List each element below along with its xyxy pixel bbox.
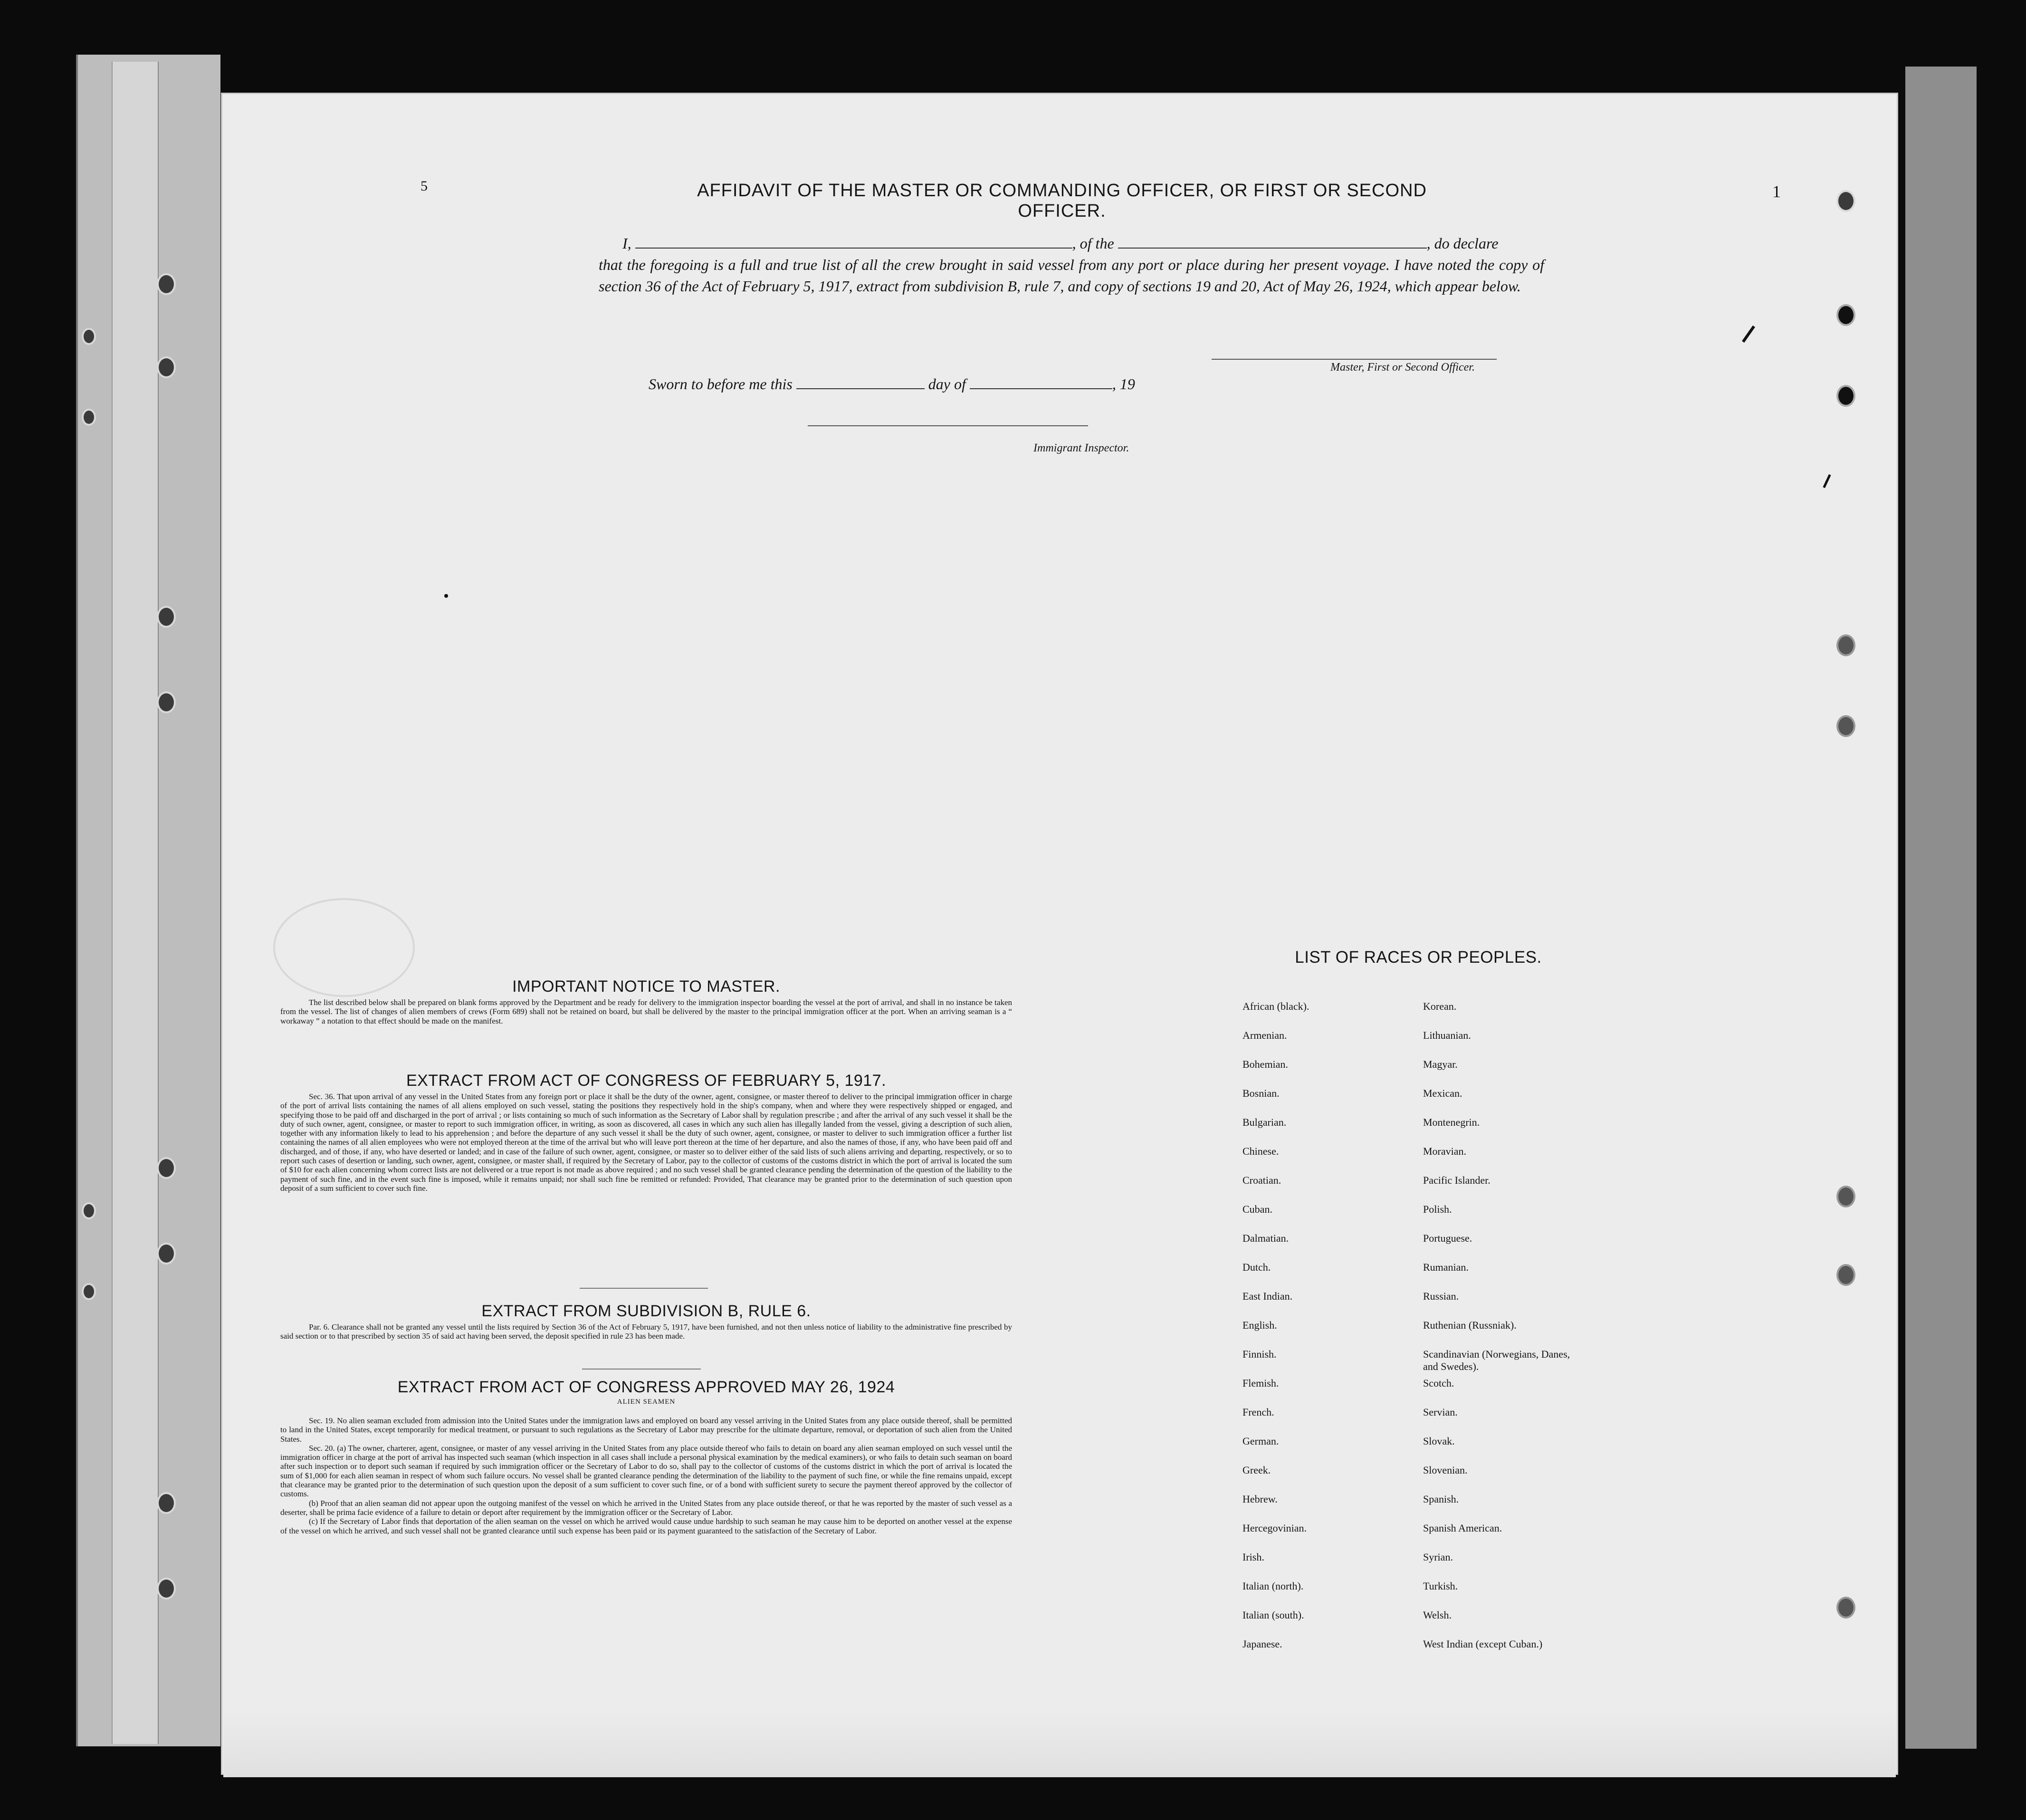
punch-hole — [157, 691, 176, 713]
race-item: Turkish. — [1423, 1580, 1458, 1592]
punch-hole — [82, 1283, 96, 1300]
race-item: Magyar. — [1423, 1058, 1458, 1070]
punch-hole — [1836, 190, 1855, 212]
race-item: Hercegovinian. — [1242, 1522, 1307, 1534]
master-caption: Master, First or Second Officer. — [1330, 361, 1475, 374]
section-divider — [582, 1369, 701, 1370]
race-item: West Indian (except Cuban.) — [1423, 1638, 1543, 1650]
extract-1924-subtitle: ALIEN SEAMEN — [617, 1398, 676, 1406]
race-item: Ruthenian (Russniak). — [1423, 1319, 1517, 1331]
race-item: Slovak. — [1423, 1435, 1455, 1447]
race-item: Armenian. — [1242, 1029, 1287, 1041]
binder-strip — [112, 62, 159, 1744]
race-item: Moravian. — [1423, 1145, 1467, 1157]
race-item: Bosnian. — [1242, 1087, 1280, 1099]
punch-hole — [1836, 304, 1855, 326]
affidavit-body — [599, 233, 1544, 297]
race-item: Bulgarian. — [1242, 1116, 1287, 1128]
punch-hole — [157, 356, 176, 378]
races-right-column — [1423, 1000, 1604, 1667]
races-title: LIST OF RACES OR PEOPLES. — [1295, 948, 1542, 967]
punch-hole — [82, 1202, 96, 1219]
extract-rule6-title: EXTRACT FROM SUBDIVISION B, RULE 6. — [481, 1302, 811, 1320]
race-item: Scandinavian (Norwegians, Danes, and Swedes). — [1423, 1348, 1570, 1372]
sworn-day-blank — [796, 388, 925, 389]
race-item: Slovenian. — [1423, 1464, 1468, 1476]
race-item: Montenegrin. — [1423, 1116, 1480, 1128]
race-item: Spanish American. — [1423, 1522, 1502, 1534]
ink-dot — [444, 594, 448, 598]
punch-hole — [82, 409, 96, 426]
affidavit-declaration-line — [599, 233, 1544, 254]
extract-rule6-text: Par. 6. Clearance shall not be granted any vessel until the lists required by Section 36 of the Act of February 5, 1917, have been furnished, and not then unless notice of liability to the administrative fine prescribed by said section or to that prescribed by section 35 of said act having been served, the deposit specified in rule 23 has been made. — [280, 1322, 1012, 1341]
punch-hole — [157, 1578, 176, 1600]
punch-hole — [157, 1492, 176, 1514]
race-item: Finnish. — [1242, 1348, 1277, 1360]
race-item: Dutch. — [1242, 1261, 1271, 1273]
race-item: Mexican. — [1423, 1087, 1462, 1099]
race-item: Cuban. — [1242, 1203, 1272, 1215]
extract-1924-sec20c: (c) If the Secretary of Labor finds that deportation of the alien seaman on the vessel on which he arrived would cause undue hardship to such seaman he may cause him to be deported on another vessel at the expense of the vessel on which he arrived, and such vessel shall not be granted clearance until such expense has been paid or its payment guaranteed to the satisfaction of the Secretary of Labor. — [280, 1517, 1012, 1535]
race-item: Italian (south). — [1242, 1609, 1304, 1621]
race-item: Korean. — [1423, 1000, 1457, 1012]
race-item: Scotch. — [1423, 1377, 1454, 1389]
punch-hole — [1836, 1264, 1855, 1286]
race-item: Dalmatian. — [1242, 1232, 1289, 1244]
master-signature-line — [1212, 359, 1497, 360]
race-item: Polish. — [1423, 1203, 1452, 1215]
page-bottom — [223, 1711, 1896, 1777]
race-item: Welsh. — [1423, 1609, 1452, 1621]
punch-hole — [157, 273, 176, 295]
punch-hole — [157, 1243, 176, 1264]
punch-hole — [157, 1157, 176, 1179]
extract-1924-sec20a: Sec. 20. (a) The owner, charterer, agent, consignee, or master of any vessel arriving in the United States from any place outside thereof who fails to detain on board any alien seaman employed on such vessel until the immigration officer in charge at the port of arrival has inspected such seaman (which inspection in all cases shall include a personal physical examination by the medical examiners), or who fails to detain such seaman on board after such inspection or to deport such seaman if required by such immigration officer or the Secretary of Labor to do so, shall pay to the collector of customs of the customs district in which the port of arrival is located the sum of $1,000 for each alien seaman in respect of whom such failure occurs. No vessel shall be granted clearance pending the determination of the liability to the payment of such fine, or while the fine remains unpaid, except that clearance may be granted prior to the determination of such question upon the deposit of a sum sufficient to cover such fine, or of a bond with sufficient surety to secure the payment thereof approved by the collector of customs. — [280, 1443, 1012, 1499]
extract-1917-title: EXTRACT FROM ACT OF CONGRESS OF FEBRUARY 5, 1917. — [406, 1072, 887, 1090]
punch-hole — [1836, 385, 1855, 407]
race-item: Syrian. — [1423, 1551, 1453, 1563]
sworn-month-blank — [970, 388, 1112, 389]
vessel-blank — [1118, 248, 1427, 249]
race-item: Flemish. — [1242, 1377, 1279, 1389]
races-left-column — [1242, 1000, 1399, 1667]
race-item: German. — [1242, 1435, 1279, 1447]
notice-text: The list described below shall be prepared on blank forms approved by the Department and be ready for delivery to the immigration inspector boarding the vessel at the port of arrival, and shall in no instance be taken from the vessel. The list of changes of alien members of crews (Form 689) shall not be retained on board, but shall be delivered by the master to the principal immigration officer at the port. When an arriving seaman is a “ workaway ” a notation to that effect should be made on the manifest. — [280, 998, 1012, 1025]
race-item: English. — [1242, 1319, 1277, 1331]
race-item: Hebrew. — [1242, 1493, 1278, 1505]
punch-hole — [82, 328, 96, 345]
affidavit-do-declare: , do declare — [1426, 235, 1499, 252]
race-item: Servian. — [1423, 1406, 1458, 1418]
race-item: Pacific Islander. — [1423, 1174, 1491, 1186]
extract-1917-text: Sec. 36. That upon arrival of any vessel in the United States from any foreign port or place it shall be the duty of the owner, agent, consignee, or master thereof to deliver to the principal immigration officer in charge of the port of arrival lists containing the names of all aliens employed on such vessel, stating the positions they respectively hold in the ship's company, when and where they were respectively shipped or engaged, and specifying those to be paid off and discharged in the port of arrival ; or lists containing so much of such information as the Secretary of Labor shall by regulation prescribe ; and after the arrival of any such vessel it shall be the duty of such owner, agent, consignee, or master to report to such immigration officer, in writing, as soon as discovered, all cases in which any such alien has illegally landed from the vessel, giving a description of such alien, together with any information likely to lead to his apprehension ; and before the departure of any such vessel it shall be the duty of such owner, agent, consignee, or master to deliver to such immigration officer a further list containing the names of all alien employees who were not employed thereon at the time of the arrival but who will leave port thereon at the time of her departure, and also the names of those, if any, who have been paid off and discharged, and of those, if any, who have deserted or landed; and in case of the failure of such owner, agent, consignee, or master so to deliver either of the said lists of such aliens arriving and departing, respectively, or so to report such cases of desertion or landing, such owner, agent, consignee, or master shall, if required by the Secretary of Labor, pay to the collector of customs of the customs district in which the port of arrival is located the sum of $10 for each alien concerning whom correct lists are not delivered or a true report is not made as above required ; and no such vessel shall be granted clearance pending the determination of the question of the liability to the payment of such fine, and in the event such fine is imposed, while it remains unpaid; nor shall such fine be remitted or refunded: Provided, That clearance may be granted prior to the determination of such question upon deposit of a sum sufficient to cover such fine. — [280, 1092, 1012, 1193]
sworn-prefix: Sworn to before me this — [649, 375, 793, 393]
extract-1924-body — [280, 1416, 1012, 1535]
sworn-year: , 19 — [1112, 375, 1135, 393]
punch-hole — [1836, 1597, 1855, 1619]
race-item: Japanese. — [1242, 1638, 1282, 1650]
section-divider — [580, 1288, 708, 1289]
race-item: Russian. — [1423, 1290, 1459, 1302]
corner-mark-left: 5 — [420, 178, 428, 194]
affidavit-title: AFFIDAVIT OF THE MASTER OR COMMANDING OFFICER, OR FIRST OR SECOND OFFICER. — [697, 181, 1427, 221]
inspector-caption: Immigrant Inspector. — [1033, 442, 1129, 454]
punch-hole — [1836, 634, 1855, 656]
race-item: Bohemian. — [1242, 1058, 1288, 1070]
race-item: French. — [1242, 1406, 1274, 1418]
race-item: Chinese. — [1242, 1145, 1279, 1157]
race-item: Portuguese. — [1423, 1232, 1472, 1244]
extract-1924-title: EXTRACT FROM ACT OF CONGRESS APPROVED MAY 26, 1924 — [397, 1378, 895, 1396]
race-item: Lithuanian. — [1423, 1029, 1471, 1041]
affidavit-text: that the foregoing is a full and true list of all the crew brought in said vessel from any port or place during her present voyage. I have noted the copy of section 36 of the Act of February 5, 1917, extract from subdivision B, rule 7, and copy of sections 19 and 20, Act of May 26, 1924, which appear below. — [599, 256, 1544, 295]
race-item: Greek. — [1242, 1464, 1271, 1476]
affidavit-of-the: , of the — [1072, 235, 1114, 252]
race-item: Irish. — [1242, 1551, 1264, 1563]
binder-right — [1905, 67, 1977, 1749]
sworn-day-of: day of — [928, 375, 966, 393]
name-blank — [635, 248, 1072, 249]
punch-hole — [1836, 715, 1855, 737]
race-item: Rumanian. — [1423, 1261, 1469, 1273]
punch-hole — [1836, 1186, 1855, 1207]
race-item: African (black). — [1242, 1000, 1309, 1012]
race-item: Croatian. — [1242, 1174, 1281, 1186]
notice-title: IMPORTANT NOTICE TO MASTER. — [512, 977, 780, 996]
punch-hole — [157, 606, 176, 628]
extract-1924-sec19: Sec. 19. No alien seaman excluded from admission into the United States under the immigration laws and employed on board any vessel arriving in the United States from any place outside thereof, shall be permitted to land in the United States, except temporarily for medical treatment, or pursuant to such regulations as the Secretary of Labor may prescribe for the ultimate departure, removal, or deportation of such alien from the United States. — [280, 1416, 1012, 1444]
race-item: East Indian. — [1242, 1290, 1293, 1302]
extract-1924-sec20b: (b) Proof that an alien seaman did not appear upon the outgoing manifest of the vessel on which he arrived in the United States from any place outside thereof, or that he was reported by the master of such vessel as a deserter, shall be prima facie evidence of a failure to detain or deport after requirement by the immigration officer or the Secretary of Labor. — [280, 1498, 1012, 1517]
inspector-signature-line — [808, 425, 1088, 426]
race-item: Spanish. — [1423, 1493, 1459, 1505]
race-item: Italian (north). — [1242, 1580, 1304, 1592]
corner-mark-right: 1 — [1772, 182, 1781, 201]
affidavit-i: I, — [622, 235, 631, 252]
sworn-line — [649, 375, 1135, 393]
